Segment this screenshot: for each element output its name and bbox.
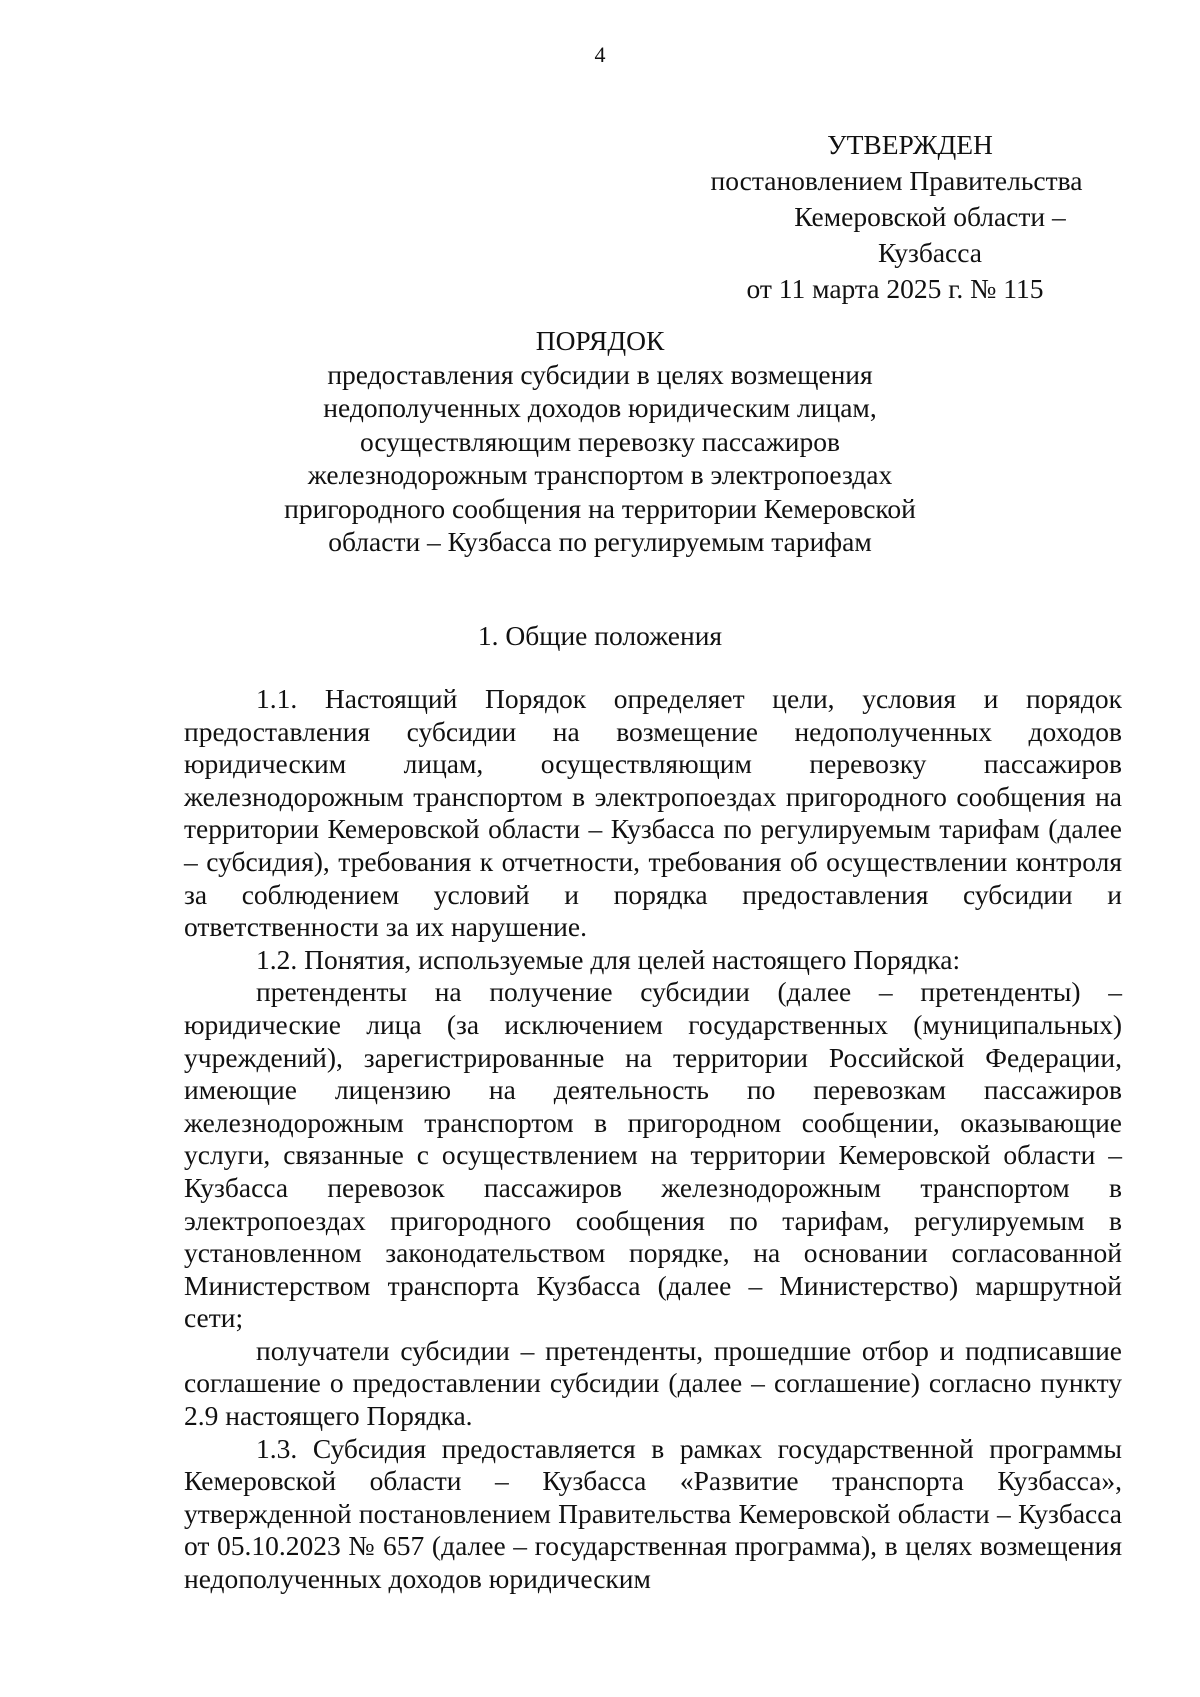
- section-heading: 1. Общие положения: [477, 620, 723, 651]
- document-title-line: осуществляющим перевозку пассажиров: [360, 425, 840, 457]
- document-title-line: железнодорожным транспортом в электропоездах: [307, 459, 893, 490]
- paragraph: 1.1. Настоящий Порядок определяет цели, условия и порядок предоставления субсидии на возмещение недополученных доходов юридическим лицам, осуществляющим перевозку пассажиров железнодорожным транспортом в электропоездах пригородного сообщения на территории Кемеровской области – Кузбасса по регулируемым тарифам (далее – субсидия), требования к отчетности, требования об осуществлении контроля за соблюдением условий и порядка предоставления субсидии и ответственности за их нарушение.: [184, 683, 1122, 943]
- approval-line: Кемеровской области – Кузбасса: [794, 201, 1066, 268]
- paragraph: 1.2. Понятия, используемые для целей настоящего Порядка:: [256, 943, 961, 975]
- section-body: [184, 683, 1122, 1596]
- document-title-line: предоставления субсидии в целях возмещения: [327, 358, 873, 390]
- document-title-line: недополученных доходов юридическим лицам,: [323, 392, 877, 423]
- document-title-heading: ПОРЯДОК: [535, 325, 665, 356]
- paragraph: 1.3. Субсидия предоставляется в рамках государственной программы Кемеровской области – Кузбасса «Развитие транспорта Кузбасса», утвержденной постановлением Правительства Кемеровской области – Кузбасса от 05.10.2023 № 657 (далее – государственная программа), в целях возмещения недополученных доходов юридическим: [184, 1432, 1122, 1595]
- document-title: [0, 324, 1200, 559]
- document-title-line: пригородного сообщения на территории Кемеровской: [284, 492, 916, 524]
- approval-stamp-block: [700, 127, 1120, 307]
- approval-line: постановлением Правительства: [710, 165, 1083, 196]
- approval-line: УТВЕРЖДЕН: [827, 129, 993, 160]
- paragraph: претенденты на получение субсидии (далее – претенденты) – юридические лица (за исключением государственных (муниципальных) учреждений), зарегистрированные на территории Российской Федерации, имеющие лицензию на деятельность по перевозкам пассажиров железнодорожным транспортом в пригородном сообщении, оказывающие услуги, связанные с осуществлением на территории Кемеровской области – Кузбасса перевозок пассажиров железнодорожным транспортом в электропоездах пригородного сообщения по тарифам, регулируемым в установленном законодательством порядке, на основании согласованной Министерством транспорта Кузбасса (далее – Министерство) маршрутной сети;: [184, 976, 1122, 1334]
- document-title-line: области – Кузбасса по регулируемым тарифам: [328, 526, 872, 557]
- approval-line: от 11 марта 2025 г. № 115: [746, 273, 1044, 304]
- page-number: 4: [594, 42, 606, 67]
- paragraph: получатели субсидии – претенденты, прошедшие отбор и подписавшие соглашение о предоставлении субсидии (далее – соглашение) согласно пункту 2.9 настоящего Порядка.: [184, 1334, 1122, 1432]
